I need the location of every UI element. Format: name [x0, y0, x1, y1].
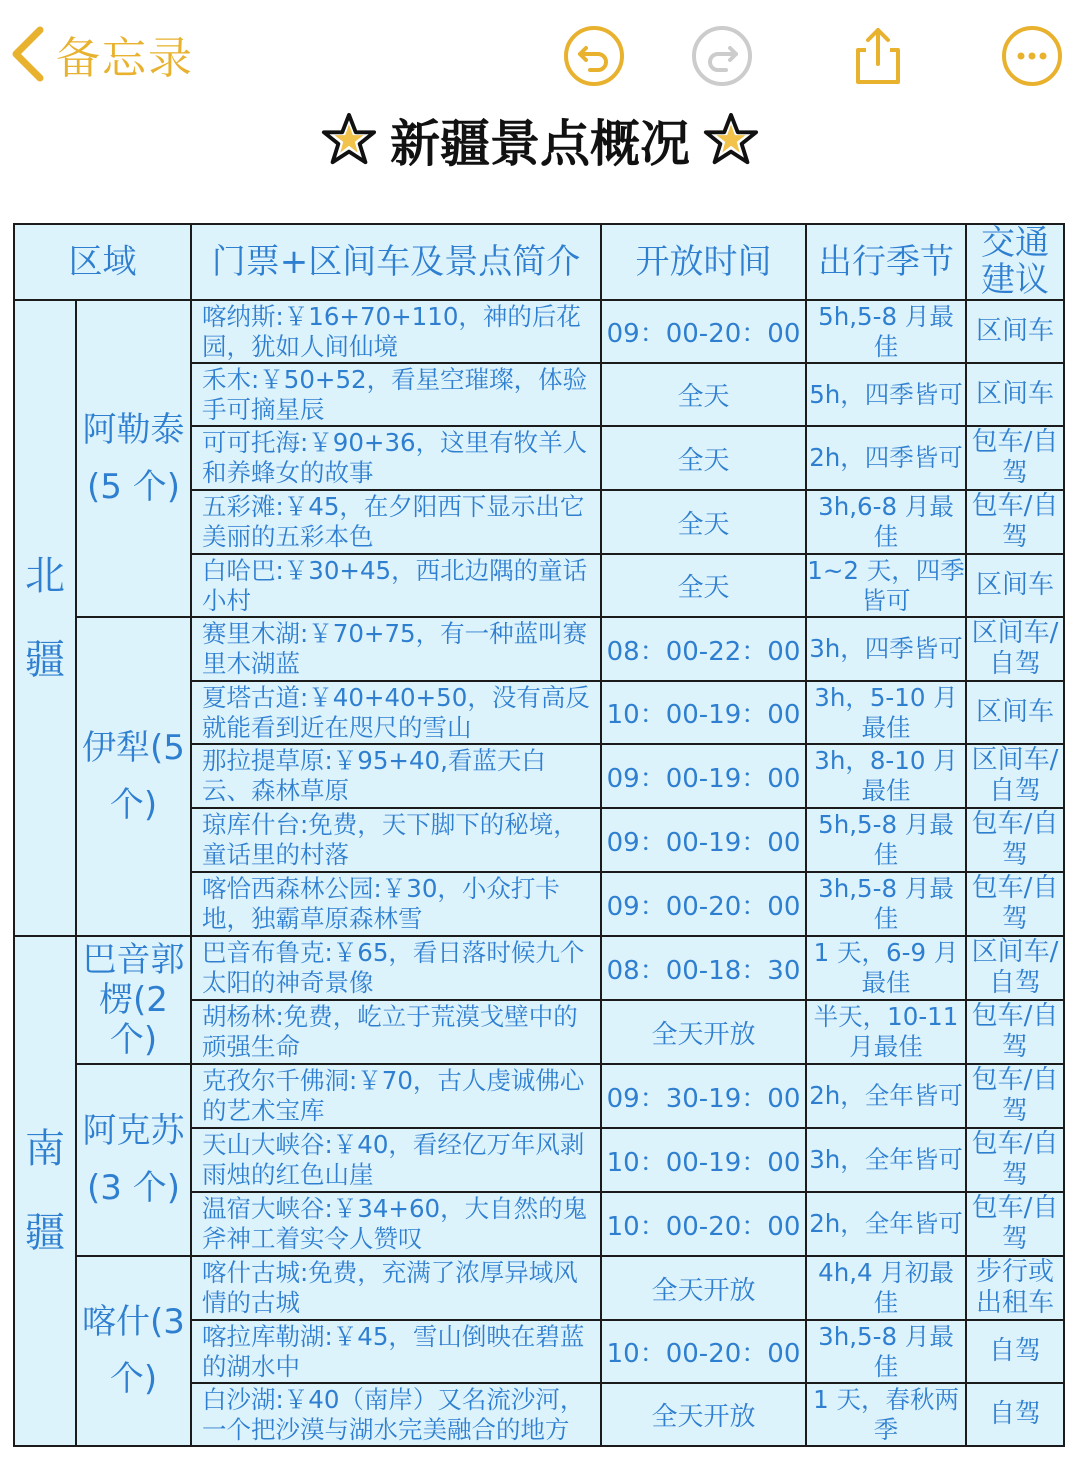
- open-time: 10：00-20：00: [601, 1192, 806, 1256]
- area-cell: 巴音郭楞(2 个): [76, 936, 191, 1064]
- attraction-description: 克孜尔千佛洞:￥70，古人虔诚佛心的艺术宝库: [191, 1064, 601, 1128]
- travel-season: 2h，全年皆可: [806, 1064, 966, 1128]
- attraction-description: 赛里木湖:￥70+75，有一种蓝叫赛里木湖蓝: [191, 617, 601, 681]
- traffic-advice: 包车/自驾: [966, 1064, 1064, 1128]
- travel-season: 3h,5-8 月最佳: [806, 1320, 966, 1383]
- attraction-description: 喀恰西森林公园:￥30，小众打卡地，独霸草原森林雪: [191, 872, 601, 936]
- travel-season: 2h，四季皆可: [806, 426, 966, 490]
- attraction-description: 琼库什台:免费，天下脚下的秘境，童话里的村落: [191, 808, 601, 872]
- area-cell: 伊犁(5 个): [76, 617, 191, 936]
- open-time: 10：00-19：00: [601, 1128, 806, 1192]
- travel-season: 4h,4 月初最佳: [806, 1256, 966, 1320]
- attraction-description: 夏塔古道:￥40+40+50，没有高反就能看到近在咫尺的雪山: [191, 681, 601, 744]
- top-bar: [0, 0, 1080, 110]
- traffic-advice: 区间车/自驾: [966, 744, 1064, 808]
- attraction-description: 天山大峡谷:￥40，看经亿万年风剥雨烛的红色山崖: [191, 1128, 601, 1192]
- open-time: 09：00-20：00: [601, 872, 806, 936]
- star-icon: [702, 111, 760, 169]
- attraction-description: 那拉提草原:￥95+40,看蓝天白云、森林草原: [191, 744, 601, 808]
- travel-season: 半天，10-11 月最佳: [806, 1000, 966, 1064]
- table-row: [14, 936, 1064, 1000]
- area-cell: 阿勒泰(5 个): [76, 300, 191, 617]
- open-time: 09：00-19：00: [601, 808, 806, 872]
- undo-icon[interactable]: [562, 24, 626, 88]
- traffic-advice: 步行或出租车: [966, 1256, 1064, 1320]
- table-header-row: [14, 224, 1064, 300]
- attraction-description: 温宿大峡谷:￥34+60，大自然的鬼斧神工着实令人赞叹: [191, 1192, 601, 1256]
- travel-season: 3h，5-10 月最佳: [806, 681, 966, 744]
- travel-season: 3h,5-8 月最佳: [806, 872, 966, 936]
- region-cell: 北疆: [14, 300, 76, 936]
- travel-season: 3h,6-8 月最佳: [806, 490, 966, 554]
- more-icon[interactable]: [1000, 24, 1064, 88]
- travel-season: 1~2 天，四季皆可: [806, 554, 966, 617]
- travel-season: 3h，8-10 月最佳: [806, 744, 966, 808]
- attraction-description: 胡杨林:免费，屹立于荒漠戈壁中的顽强生命: [191, 1000, 601, 1064]
- traffic-advice: 包车/自驾: [966, 872, 1064, 936]
- open-time: 全天开放: [601, 1256, 806, 1320]
- header-open-time: 开放时间: [601, 224, 806, 300]
- open-time: 09：00-20：00: [601, 300, 806, 363]
- back-label: 备忘录: [56, 33, 194, 84]
- attraction-description: 禾木:￥50+52，看星空璀璨，体验手可摘星辰: [191, 363, 601, 426]
- table-row: [14, 1064, 1064, 1128]
- travel-season: 1 天，春秋两季: [806, 1383, 966, 1446]
- travel-season: 3h，四季皆可: [806, 617, 966, 681]
- traffic-advice: 区间车: [966, 554, 1064, 617]
- open-time: 全天开放: [601, 1383, 806, 1446]
- star-icon: [320, 111, 378, 169]
- open-time: 08：00-22：00: [601, 617, 806, 681]
- attraction-description: 白沙湖:￥40（南岸）又名流沙河，一个把沙漠与湖水完美融合的地方: [191, 1383, 601, 1446]
- travel-season: 2h，全年皆可: [806, 1192, 966, 1256]
- attraction-description: 喀拉库勒湖:￥45，雪山倒映在碧蓝的湖水中: [191, 1320, 601, 1383]
- open-time: 09：00-19：00: [601, 744, 806, 808]
- attraction-description: 可可托海:￥90+36，这里有牧羊人和养蜂女的故事: [191, 426, 601, 490]
- header-season: 出行季节: [806, 224, 966, 300]
- chevron-left-icon: [8, 24, 48, 84]
- attractions-table: [13, 223, 1065, 1447]
- open-time: 全天: [601, 554, 806, 617]
- traffic-advice: 包车/自驾: [966, 1000, 1064, 1064]
- attraction-description: 五彩滩:￥45，在夕阳西下显示出它美丽的五彩本色: [191, 490, 601, 554]
- traffic-advice: 区间车/自驾: [966, 936, 1064, 1000]
- table-row: [14, 300, 1064, 363]
- traffic-advice: 自驾: [966, 1383, 1064, 1446]
- open-time: 10：00-20：00: [601, 1320, 806, 1383]
- share-icon[interactable]: [846, 24, 910, 88]
- traffic-advice: 区间车: [966, 363, 1064, 426]
- header-region: 区域: [14, 224, 191, 300]
- traffic-advice: 区间车: [966, 681, 1064, 744]
- redo-icon[interactable]: [690, 24, 754, 88]
- open-time: 全天: [601, 490, 806, 554]
- traffic-advice: 包车/自驾: [966, 426, 1064, 490]
- travel-season: 5h,5-8 月最佳: [806, 300, 966, 363]
- attraction-description: 喀什古城:免费，充满了浓厚异域风情的古城: [191, 1256, 601, 1320]
- open-time: 09：30-19：00: [601, 1064, 806, 1128]
- traffic-advice: 包车/自驾: [966, 1192, 1064, 1256]
- travel-season: 5h，四季皆可: [806, 363, 966, 426]
- open-time: 全天开放: [601, 1000, 806, 1064]
- traffic-advice: 区间车/自驾: [966, 617, 1064, 681]
- table-row: [14, 617, 1064, 681]
- open-time: 全天: [601, 426, 806, 490]
- region-cell: 南疆: [14, 936, 76, 1446]
- open-time: 08：00-18：30: [601, 936, 806, 1000]
- open-time: 全天: [601, 363, 806, 426]
- note-title-line: [0, 104, 1080, 176]
- traffic-advice: 包车/自驾: [966, 1128, 1064, 1192]
- area-cell: 阿克苏(3 个): [76, 1064, 191, 1256]
- attraction-description: 巴音布鲁克:￥65，看日落时候九个太阳的神奇景像: [191, 936, 601, 1000]
- back-button[interactable]: [8, 22, 194, 86]
- traffic-advice: 包车/自驾: [966, 490, 1064, 554]
- traffic-advice: 自驾: [966, 1320, 1064, 1383]
- travel-season: 5h,5-8 月最佳: [806, 808, 966, 872]
- area-cell: 喀什(3 个): [76, 1256, 191, 1446]
- travel-season: 3h，全年皆可: [806, 1128, 966, 1192]
- header-traffic: 交通建议: [966, 224, 1064, 300]
- table-row: [14, 1256, 1064, 1320]
- traffic-advice: 包车/自驾: [966, 808, 1064, 872]
- header-description: 门票+区间车及景点简介: [191, 224, 601, 300]
- attraction-description: 白哈巴:￥30+45，西北边隅的童话小村: [191, 554, 601, 617]
- traffic-advice: 区间车: [966, 300, 1064, 363]
- attraction-description: 喀纳斯:￥16+70+110，神的后花园，犹如人间仙境: [191, 300, 601, 363]
- page-title: 新疆景点概况: [390, 115, 690, 173]
- travel-season: 1 天，6-9 月最佳: [806, 936, 966, 1000]
- open-time: 10：00-19：00: [601, 681, 806, 744]
